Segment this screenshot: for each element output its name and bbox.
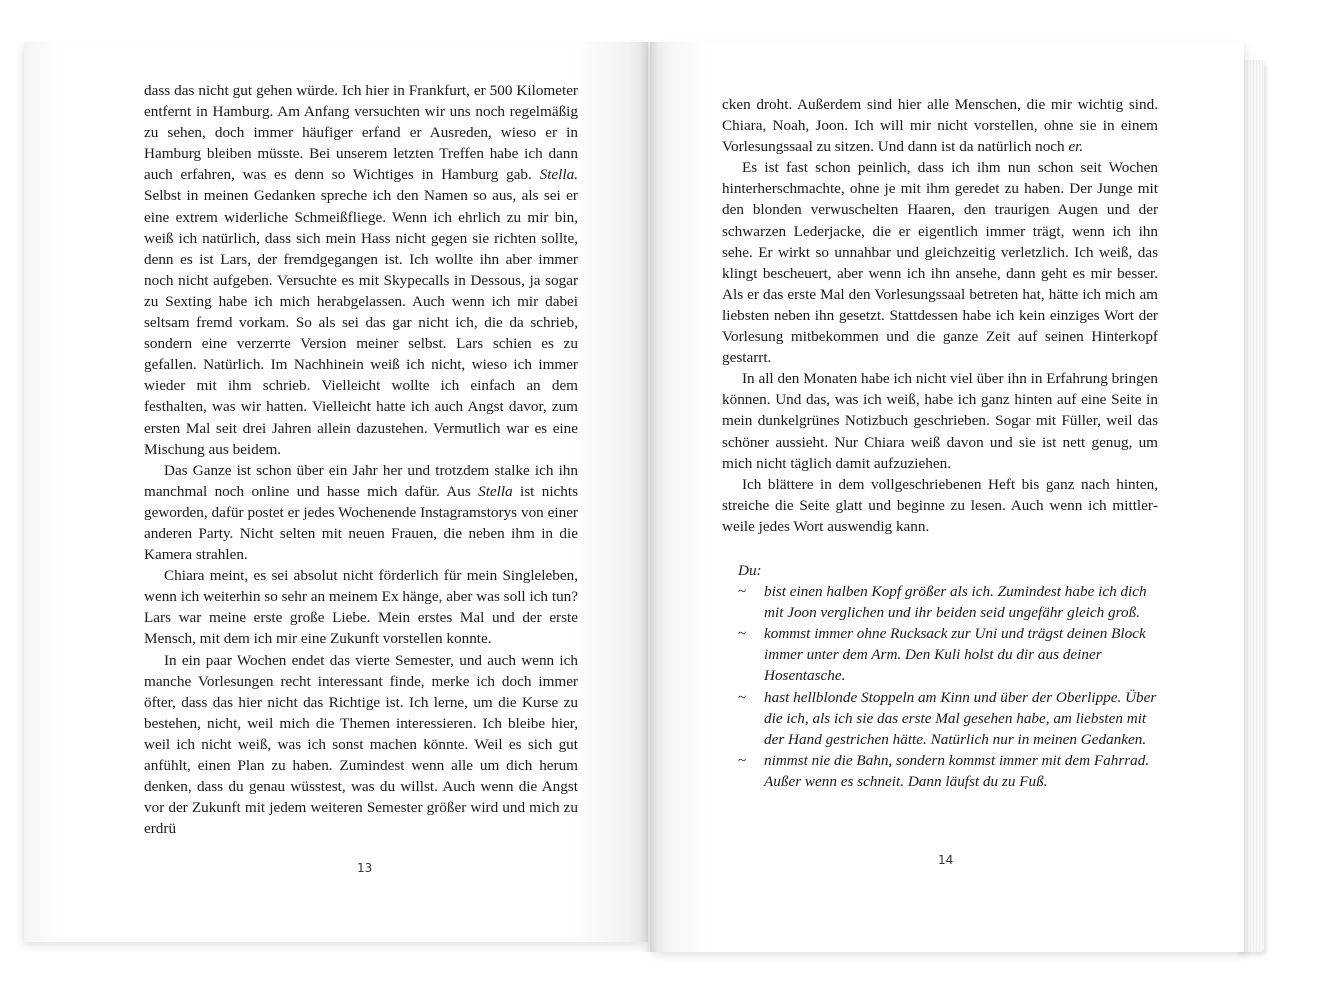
italic-name: Stella. [539,166,578,184]
list-item [738,750,1158,792]
paragraph-text: Selbst in meinen Gedanken spreche ich den Namen so aus, als sei er eine extrem widerliche Schmeißfliege. Wenn ich ehrlich zu mir bin, weiß ich natürlich, dass sich mein Hass nicht gegen sie richten sollte, denn es ist Lars, der fremdgegangen ist. Ich wollte ihn aber immer noch nicht aufgeben. Versuchte es mit Skypecalls in Dessous, ja sogar zu Sexting habe ich mich herabgelassen. Auch wenn ich mir dabei seltsam fremd vorkam. So als sei das gar nicht ich, die da schrieb, sondern eine verzerrte Version meiner selbst. Lars schien es zu gefallen. Natürlich. Im Nachhinein weiß ich nicht, wieso ich immer wieder mit ihm schrieb. Vielleicht wollte ich einfach an dem festhalten, was wir hatten. Vielleicht hatte ich auch Angst davor, zum ersten Mal seit drei Jahren allein dazustehen. Vermutlich war es eine Mischung aus beidem. [144,187,578,458]
list-heading: Du: [738,562,762,579]
list-item-text: bist einen halben Kopf größer als ich. Zumindest habe ich dich mit Joon verglichen und ihr beiden seid ungefähr gleich groß. [764,583,1147,622]
paragraph: Es ist fast schon peinlich, dass ich ihm nun schon seit Wochen hinterherschmachte, ohne je mit ihm geredet zu haben. Der Junge mit den blonden verwuschelten Haaren, den traurigen Augen und der schwarzen Lederjacke, die er eigentlich immer trägt, wenn ich ihn sehe. Er wirkt so unnahbar und gleichzeitig verletzlich. Ich weiß, das klingt bescheuert, aber wenn ich ihn ansehe, dann geht es mir besser. Als er das erste Mal den Vorlesungssaal betreten hat, hätte ich mich am liebsten neben ihn gesetzt. Stattdessen habe ich kein einziges Wort der Vorlesung mitbekommen und die ganze Zeit auf seinen Hinterkopf gestarrt. [722,159,1158,367]
list-item [738,687,1158,750]
book-gutter [640,42,658,952]
paragraph-text: ist nichts geworden, dafür postet er jedes Wochenende Instagramstorys von einer anderen Party. Nicht selten mit neuen Frauen, die neben ihm in die Kamera strahlen. [144,482,579,564]
list-item-text: hast hellblonde Stoppeln am Kinn und über der Oberlippe. Über die ich, als ich sie das erste Mal gesehen habe, am liebsten mit der Hand gestrichen hätte. Natürlich nur in meinen Gedanken. [764,688,1157,748]
paragraph: In all den Monaten habe ich nicht viel über ihn in Erfahrung bringen können. Und das, was ich weiß, habe ich ganz hinten auf eine Seite in mein dunkelgrünes Notizbuch geschrieben. Sogar mit Füller, weil das schöner aussieht. Nur Chiara weiß davon und sie ist nett genug, um mich nicht täglich damit aufzuziehen. [722,370,1158,472]
italic-word: er. [1068,138,1084,156]
paragraph [722,94,1158,157]
list-marker: ~ [738,751,747,769]
paragraph: In ein paar Wochen endet das vierte Semester, und auch wenn ich manche Vorlesungen recht interessant finde, merke ich doch immer öfter, dass das hier nicht das Richtige ist. Ich lerne, um die Kurse zu bestehen, nicht, weil mich die Themen interessieren. Ich bleibe hier, weil ich nicht weiß, was ich sonst machen könnte. Weil es sich gut anfühlt, einen Plan zu haben. Zumindest wenn alle um dich herum denken, dass du genau wüsstest, was du willst. Auch wenn die Angst vor der Zukunft mit jedem weiteren Semester größer wird und mich zu erdrü [144,651,578,838]
list-marker: ~ [738,688,747,706]
page-number-left: 13 [357,861,373,875]
list-item-text: nimmst nie die Bahn, sondern kommst immer mit dem Fahrrad. Außer wenn es schneit. Dann läufst du zu Fuß. [764,751,1150,790]
list-item-text: kommst immer ohne Rucksack zur Uni und trägst deinen Block immer unter dem Arm. Den Kuli holst du dir aus deiner Hosentasche. [764,625,1146,685]
paragraph [144,80,578,460]
right-page-text [722,94,1158,537]
paragraph: Chiara meint, es sei absolut nicht förderlich für mein Singleleben, wenn ich weiterhin so sehr an meinem Ex hänge, aber was soll ich tun? Lars war meine erste große Liebe. Mein erstes Mal und der erste Mensch, mit dem ich mir eine Zukunft vorstellen konnte. [144,567,578,648]
notebook-list [738,560,1158,792]
paragraph [144,460,578,565]
italic-name: Stella [478,482,513,500]
paragraph-text: cken droht. Außerdem sind hier alle Menschen, die mir wichtig sind. Chiara, Noah, Joon. Ich will mir nicht vorstellen, ohne sie in einem Vorlesungssaal zu sitzen. Und dann ist da natürlich noch [722,96,1158,156]
list-marker: ~ [738,625,747,643]
list-item [738,581,1158,623]
paragraph: Ich blättere in dem vollgeschriebenen Heft bis ganz nach hinten, streiche die Seite glatt und beginne zu lesen. Auch wenn ich mittlerweile jedes Wort auswendig kann. [722,475,1158,535]
left-page-text [144,80,578,839]
list-item [738,623,1158,686]
page-number-right: 14 [938,853,954,867]
paragraph-text: Das Ganze ist schon über ein Jahr her und trotzdem stalke ich ihn manchmal noch online und hasse mich dafür. Aus [144,461,578,500]
list-marker: ~ [738,583,747,601]
paragraph-text: dass das nicht gut gehen würde. Ich hier in Frankfurt, er 500 Kilometer entfernt in Hamburg. Am Anfang versuchten wir uns noch regelmäßig zu sehen, doch immer häufiger erfand er Ausreden, wieso er in Hamburg bleiben müsste. Bei unserem letzten Treffen habe ich dann auch erfahren, was es denn so Wichtiges in Hamburg gab. [144,82,578,184]
